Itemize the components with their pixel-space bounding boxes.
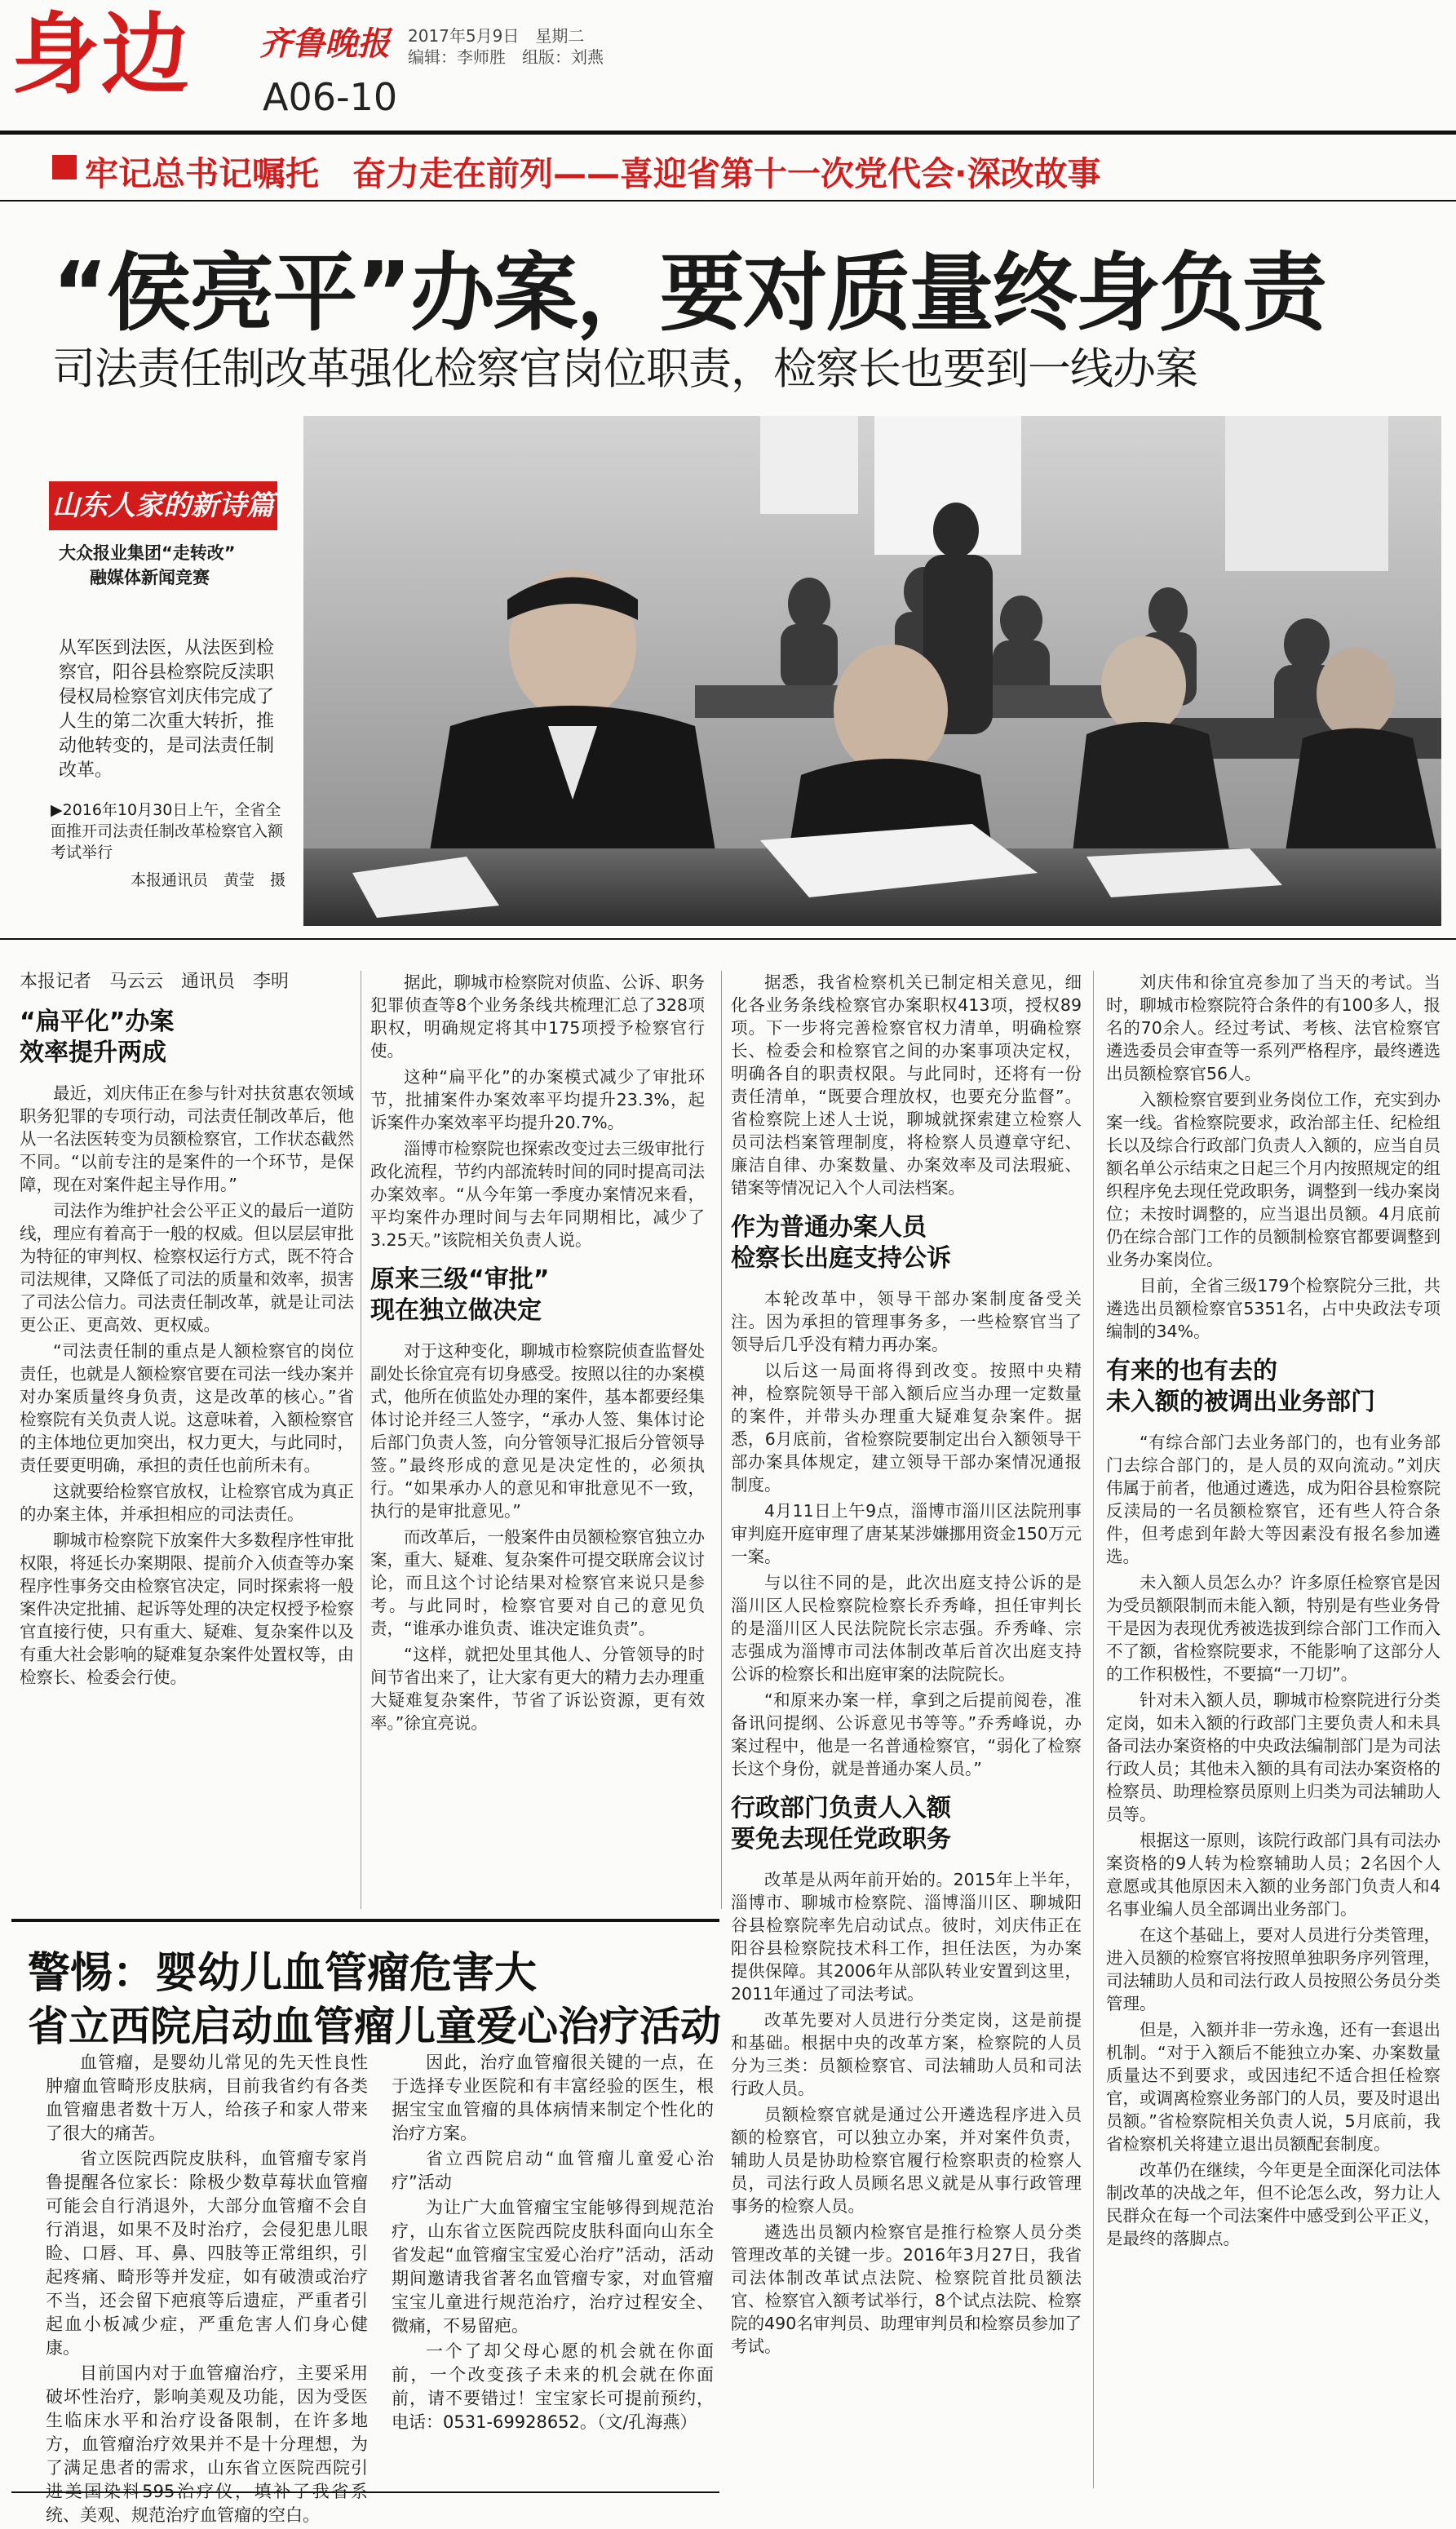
paragraph: 据此，聊城市检察院对侦监、公诉、职务犯罪侦查等8个业务条线共梳理汇总了328项职权，明确规定将其中175项授予检察官行使。: [370, 972, 705, 1061]
paragraph: 未入额人员怎么办？许多原任检察官是因为受员额限制而未能入额，特别是有些业务骨干是因为表现优秀被选拔到综合部门工作而入不了额，省检察院要求，不能影响了这部分人的工作积极性，不要搞“一刀切”。: [1106, 1573, 1441, 1684]
kicker-line: 牢记总书记嘱托 奋力走在前列——喜迎省第十一次党代会·深改故事: [85, 154, 1101, 193]
paragraph: 根据这一原则，该院行政部门具有司法办案资格的9人转为检察辅助人员；2名因个人意愿或其他原因未入额的业务部门负责人和4名事业编人员全部调出业务部门。: [1106, 1831, 1441, 1919]
news-photo: [303, 416, 1441, 926]
box-headline: 警惕：婴幼儿血管瘤危害大: [28, 1949, 538, 1998]
section-title: 身边: [11, 4, 192, 106]
paragraph: 入额检察官要到业务岗位工作，充实到办案一线。省检察院要求，政治部主任、纪检组长以及综合行政部门负责人入额的，应当自员额名单公示结束之日起三个月内按照规定的组织程序免去现任党政职务，调整到一线办案岗位；未按时调整的，应当退出员额。4月底前仍在综合部门工作的员额制检察官都要调整到业务办案岗位。: [1106, 1090, 1441, 1269]
paragraph: 遴选出员额内检察官是推行检察人员分类管理改革的关键一步。2016年3月27日，我省司法体制改革试点法院、检察院首批员额法官、检察官入额考试举行，8个试点法院、检察院的490名审判员、助理审判员和检察员参加了考试。: [731, 2222, 1082, 2356]
page-number: A06-10: [263, 75, 398, 119]
paragraph: 据悉，我省检察机关已制定相关意见，细化各业务条线检察官办案职权413项，授权89项。下一步将完善检察官权力清单，明确检察长、检委会和检察官之间的办案事项决定权，明确各自的职责权限。与此同时，还将有一份责任清单，“既要合理放权，也要充分监督”。省检察院上述人士说，聊城就探索建立检察人员司法档案管理制度，将检察人员遵章守纪、廉洁自律、办案数量、办案效率及司法瑕疵、错案等情况记入个人司法档案。: [731, 972, 1082, 1198]
paragraph: 省立医院西院皮肤科，血管瘤专家肖鲁提醒各位家长：除极少数草莓状血管瘤可能会自行消退外，大部分血管瘤不会自行消退，如果不及时治疗，会侵犯患儿眼睑、口唇、耳、鼻、四肢等正常组织，引起疼痛、畸形等并发症，如有破溃或治疗不当，还会留下疤痕等后遗症，严重者引起血小板减少症，严重危害人们身心健康。: [46, 2149, 368, 2358]
headline: “侯亮平”办案，要对质量终身负责: [52, 243, 1325, 343]
paragraph: 聊城市检察院下放案件大多数程序性审批权限，将延长办案期限、提前介入侦查等办案程序性事务交由检察官决定，同时探索将一般案件决定批捕、起诉等处理的决定权授予检察官直接行使，只有重大、疑难、复杂案件以及有重大社会影响的疑难复杂案件处置权等，由检察长、检委会行使。: [20, 1530, 354, 1687]
paragraph: 因此，治疗血管瘤很关键的一点，在于选择专业医院和有丰富经验的医生，根据宝宝血管瘤的具体病情来制定个性化的治疗方案。: [392, 2053, 714, 2143]
section-heading: 作为普通办案人员 检察长出庭支持公诉: [731, 1213, 951, 1273]
paragraph: 目前，全省三级179个检察院分三批，共遴选出员额检察官5351名，占中央政法专项编制的34%。: [1106, 1276, 1441, 1341]
article-column-1: [20, 971, 354, 1692]
section-heading: 有来的也有去的 未入额的被调出业务部门: [1106, 1357, 1375, 1416]
sidebar-story-box: [11, 1919, 721, 2525]
column-rule: [721, 971, 722, 1909]
masthead-rule: [0, 131, 1456, 135]
paragraph: “有综合部门去业务部门的，也有业务部门去综合部门的，是人员的双向流动。”刘庆伟属于前者，他通过遴选，成为阳谷县检察院反渎局的一名员额检察官，还有些人符合条件，但考虑到年龄大等因素没有报名参加遴选。: [1106, 1433, 1441, 1566]
paragraph: 一个了却父母心愿的机会就在你面前，一个改变孩子未来的机会就在你面前，请不要错过！宝宝家长可提前预约，电话：0531-69928652。（文/孔海燕）: [392, 2341, 714, 2432]
paragraph: 与以往不同的是，此次出庭支持公诉的是淄川区人民检察院检察长乔秀峰，担任审判长的是淄川区人民法院院长宗志强。乔秀峰、宗志强成为淄博市司法体制改革后首次出庭支持公诉的检察长和出庭审案的法院院长。: [731, 1573, 1082, 1684]
photo-credit: 本报通讯员 黄莹 摄: [130, 871, 285, 889]
section-heading: 原来三级“审批” 现在独立做决定: [370, 1265, 550, 1325]
column-rule: [1093, 971, 1094, 2488]
paragraph: 血管瘤，是婴幼儿常见的先天性良性肿瘤血管畸形皮肤病，目前我省约有各类血管瘤患者数十万人，给孩子和家人带来了很大的痛苦。: [46, 2053, 368, 2143]
section-heading: 行政部门负责人入额 要免去现任党政职务: [731, 1794, 951, 1854]
issue-editors: 编辑：李师胜 组版：刘燕: [408, 47, 604, 67]
series-badge: 山东人家的新诗篇: [49, 481, 277, 530]
paragraph: 改革是从两年前开始的。2015年上半年，淄博市、聊城市检察院、淄博淄川区、聊城阳谷县检察院率先启动试点。彼时，刘庆伟正在阳谷县检察院技术科工作，担任法医，为办案提供保障。其2006年从部队转业安置到这里，2011年通过了司法考试。: [731, 1870, 1082, 2004]
paragraph: 本轮改革中，领导干部办案制度备受关注。因为承担的管理事务多，一些检察官当了领导后几乎没有精力再办案。: [731, 1289, 1082, 1354]
box-subheadline: 省立西院启动血管瘤儿童爱心治疗活动: [28, 2003, 721, 2050]
photo-caption: ▶2016年10月30日上午，全省全面推开司法责任制改革检察官入额考试举行: [51, 801, 284, 861]
paragraph: “司法责任制的重点是人额检察官的岗位责任，也就是人额检察官要在司法一线办案并对办案质量终身负责，这是改革的核心。”省检察院有关负责人说。这意味着，入额检察官的主体地位更加突出，权力更大，与此同时，责任要更明确，承担的责任也前所未有。: [20, 1341, 354, 1475]
lead-paragraph: 从军医到法医，从法医到检察官，阳谷县检察院反渎职侵权局检察官刘庆伟完成了人生的第二次重大转折，推动他转变的，是司法责任制改革。: [59, 638, 275, 781]
paragraph: “这样，就把处里其他人、分管领导的时间节省出来了，让大家有更大的精力去办理重大疑难复杂案件，节省了诉讼资源，更有效率。”徐宜亮说。: [370, 1645, 705, 1733]
paragraph: 省立西院启动“血管瘤儿童爱心治疗”活动: [392, 2149, 714, 2192]
paragraph: 员额检察官就是通过公开遴选程序进入员额的检察官，可以独立办案，并对案件负责，辅助人员是协助检察官履行检察职责的检察人员，司法行政人员顾名思义就是从事行政管理事务的检察人员。: [731, 2105, 1082, 2216]
kicker-square-icon: [52, 155, 77, 179]
divider: [0, 200, 1456, 202]
paragraph: 以后这一局面将得到改变。按照中央精神，检察院领导干部入额后应当办理一定数量的案件，并带头办理重大疑难复杂案件。据悉，6月底前，省检察院要制定出台入额领导干部办案具体规定，建立领导干部办案情况通报制度。: [731, 1361, 1082, 1495]
box-body-left: [46, 2051, 368, 2529]
paragraph: 这种“扁平化”的办案模式减少了审批环节，批捕案件办案效率平均提升23.3%，起诉案件办案效率平均提升20.7%。: [370, 1067, 705, 1132]
paragraph: 而改革后，一般案件由员额检察官独立办案，重大、疑难、复杂案件可提交联席会议讨论，而且这个讨论结果对检察官来说只是参考。与此同时，检察官要对自己的意见负责，“谁承办谁负责、谁决定谁负责”。: [370, 1527, 705, 1638]
paragraph: 为让广大血管瘤宝宝能够得到规范治疗，山东省立医院西院皮肤科面向山东全省发起“血管瘤宝宝爱心治疗”活动，活动期间邀请我省著名血管瘤专家，对血管瘤宝宝儿童进行规范治疗，治疗过程安全、微痛，不易留疤。: [392, 2198, 714, 2336]
paragraph: 针对未入额人员，聊城市检察院进行分类定岗，如未入额的行政部门主要负责人和未具备司法办案资格的中央政法编制部门是为司法行政人员；其他未入额的具有司法办案资格的检察员、助理检察员原则上归类为司法辅助人员等。: [1106, 1690, 1441, 1824]
paragraph: 这就要给检察官放权，让检察官成为真正的办案主体，并承担相应的司法责任。: [20, 1482, 354, 1524]
issue-date: 2017年5月9日 星期二: [408, 26, 585, 46]
paragraph: 但是，入额并非一劳永逸，还有一套退出机制。“对于入额后不能独立办案、办案数量质量达不到要求，或因违纪不适合担任检察官，或调离检察业务部门的人员，要及时退出员额。”省检察院相关负责人说，5月底前，我省检察机关将建立退出员额配套制度。: [1106, 2020, 1441, 2154]
box-body-right: [392, 2051, 714, 2436]
paragraph: 4月11日上午9点，淄博市淄川区法院刑事审判庭开庭审理了唐某某涉嫌挪用资金150万元一案。: [731, 1501, 1082, 1566]
paragraph: “和原来办案一样，拿到之后提前阅卷，准备讯问提纲、公诉意见书等等。”乔秀峰说，办案过程中，他是一名普通检察官，“弱化了检察长这个身份，就是普通办案人员。”: [731, 1690, 1082, 1778]
article-column-2: [370, 971, 705, 1738]
paragraph: 刘庆伟和徐宜亮参加了当天的考试。当时，聊城市检察院符合条件的有100多人，报名的70余人。经过考试、考核、法官检察官遴选委员会审查等一系列严格程序，最终遴选出员额检察官56人。: [1106, 972, 1441, 1083]
paragraph: 对于这种变化，聊城市检察院侦查监督处副处长徐宜亮有切身感受。按照以往的办案模式，他所在侦监处办理的案件，基本都要经集体讨论并经三人签字，“承办人签、集体讨论后部门负责人签，向分管领导汇报后分管领导签。”最终形成的意见是决定性的，必须执行。“如果承办人的意见和审批意见不一致，执行的是审批意见。”: [370, 1341, 705, 1521]
paragraph: 改革仍在继续，今年更是全面深化司法体制改革的决战之年，但不论怎么改，努力让人民群众在每一个司法案件中感受到公平正义，是最终的落脚点。: [1106, 2160, 1441, 2248]
article-column-3: [731, 971, 1082, 2361]
series-subtitle-2: 融媒体新闻竞赛: [90, 568, 210, 587]
exam-hall-illustration: [303, 416, 1441, 926]
divider: [0, 938, 1456, 940]
series-subtitle-1: 大众报业集团“走转改”: [59, 543, 236, 563]
byline: 本报记者 马云云 通讯员 李明: [20, 972, 290, 992]
section-heading: “扁平化”办案 效率提升两成: [20, 1008, 175, 1067]
newspaper-logo: 齐鲁晚报: [259, 24, 390, 63]
paragraph: 改革先要对人员进行分类定岗，这是前提和基础。根据中央的改革方案，检察院的人员分为三类：员额检察官、司法辅助人员和司法行政人员。: [731, 2010, 1082, 2098]
subheadline: 司法责任制改革强化检察官岗位职责，检察长也要到一线办案: [52, 344, 1197, 394]
paragraph: 目前国内对于血管瘤治疗，主要采用破坏性治疗，影响美观及功能，因为受医生临床水平和治疗设备限制，在许多地方，血管瘤治疗效果并不是十分理想，为了满足患者的需求，山东省立医院西院引进美国染料595治疗仪，填补了我省系统、美观、规范治疗血管瘤的空白。: [46, 2363, 368, 2525]
article-column-4: [1106, 971, 1441, 2253]
paragraph: 司法作为维护社会公平正义的最后一道防线，理应有着高于一般的权威。但以层层审批为特征的审判权、检察权运行方式，既不符合司法规律，又降低了司法的质量和效率，损害了司法公信力。司法责任制改革，就是让司法更公正、更高效、更权威。: [20, 1201, 354, 1335]
paragraph: 最近，刘庆伟正在参与针对扶贫惠农领域职务犯罪的专项行动，司法责任制改革后，他从一名法医转变为员额检察官，工作状态截然不同。“以前专注的是案件的一个环节，是保障，现在对案件起主导作用。”: [20, 1083, 354, 1194]
paragraph: 在这个基础上，要对人员进行分类管理，进入员额的检察官将按照单独职务序列管理，司法辅助人员和司法行政人员按照公务员分类管理。: [1106, 1925, 1441, 2013]
paragraph: 淄博市检察院也探索改变过去三级审批行政化流程，节约内部流转时间的同时提高司法办案效率。“从今年第一季度办案情况来看，平均案件办理时间与去年同期相比，减少了3.25天。”该院相关负责人说。: [370, 1139, 705, 1250]
